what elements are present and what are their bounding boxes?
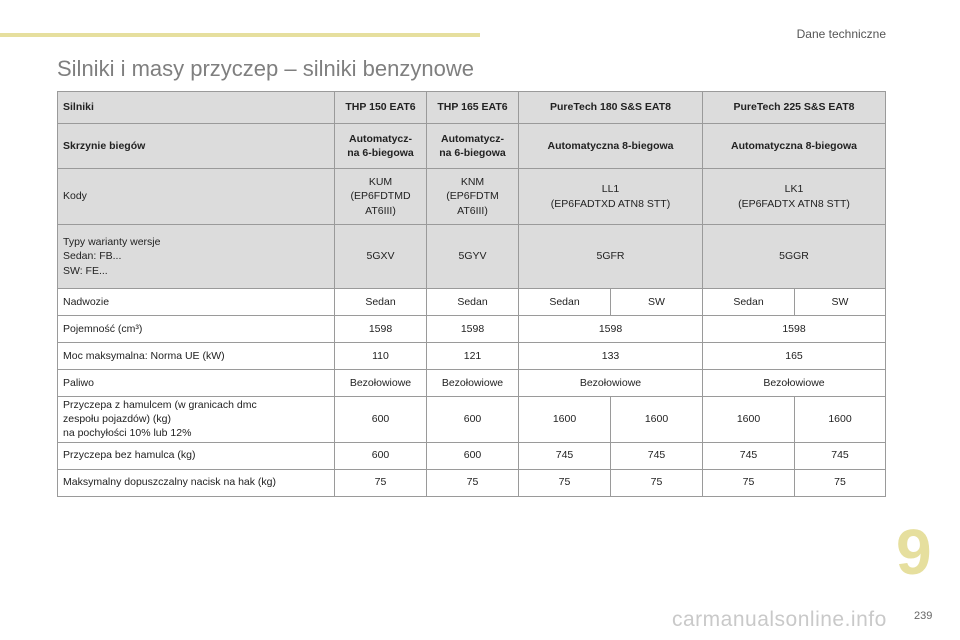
cell-code-pt225: LK1 (EP6FADTX ATN8 STT)	[703, 169, 886, 225]
table-row-gearbox	[58, 124, 886, 169]
cell-code-thp150: KUM (EP6FDTMD AT6III)	[335, 169, 427, 225]
cell-power-thp150: 110	[335, 343, 427, 370]
table-row-variants	[58, 225, 886, 289]
table-row-engines	[58, 92, 886, 124]
table-row-hitch-load	[58, 469, 886, 496]
row-label-body: Nadwozie	[58, 289, 335, 316]
cell-body-4: SW	[611, 289, 703, 316]
cell-braked-3: 1600	[519, 397, 611, 443]
cell-unbraked-2: 600	[427, 442, 519, 469]
cell-hitch-2: 75	[427, 469, 519, 496]
cell-braked-5: 1600	[703, 397, 795, 443]
row-label-braked-trailer: Przyczepa z hamulcem (w granicach dmc zespołu pojazdów) (kg) na pochyłości 10% lub 12%	[58, 397, 335, 443]
table-row-unbraked-trailer	[58, 442, 886, 469]
cell-unbraked-6: 745	[795, 442, 886, 469]
cell-power-thp165: 121	[427, 343, 519, 370]
cell-code-thp165: KNM (EP6FDTM AT6III)	[427, 169, 519, 225]
page-title: Silniki i masy przyczep – silniki benzynowe	[57, 56, 474, 81]
table-row-codes	[58, 169, 886, 225]
col-thp165: THP 165 EAT6	[427, 92, 519, 124]
cell-gearbox-pt225: Automatyczna 8-biegowa	[703, 124, 886, 169]
col-thp150: THP 150 EAT6	[335, 92, 427, 124]
cell-unbraked-1: 600	[335, 442, 427, 469]
cell-body-2: Sedan	[427, 289, 519, 316]
row-label-hitch-load: Maksymalny dopuszczalny nacisk na hak (kg)	[58, 469, 335, 496]
row-label-unbraked-trailer: Przyczepa bez hamulca (kg)	[58, 442, 335, 469]
cell-braked-2: 600	[427, 397, 519, 443]
table-row-braked-trailer	[58, 397, 886, 443]
table-row-body	[58, 289, 886, 316]
cell-variant-thp150: 5GXV	[335, 225, 427, 289]
table-row-fuel	[58, 370, 886, 397]
section-header: Dane techniczne	[796, 27, 886, 41]
cell-capacity-pt225: 1598	[703, 316, 886, 343]
col-puretech180: PureTech 180 S&S EAT8	[519, 92, 703, 124]
col-puretech225: PureTech 225 S&S EAT8	[703, 92, 886, 124]
cell-hitch-6: 75	[795, 469, 886, 496]
cell-unbraked-5: 745	[703, 442, 795, 469]
engine-spec-table	[57, 91, 886, 497]
cell-braked-4: 1600	[611, 397, 703, 443]
cell-fuel-thp150: Bezołowiowe	[335, 370, 427, 397]
cell-gearbox-pt180: Automatyczna 8-biegowa	[519, 124, 703, 169]
cell-capacity-thp165: 1598	[427, 316, 519, 343]
cell-fuel-pt180: Bezołowiowe	[519, 370, 703, 397]
cell-capacity-pt180: 1598	[519, 316, 703, 343]
cell-body-3: Sedan	[519, 289, 611, 316]
cell-power-pt225: 165	[703, 343, 886, 370]
cell-unbraked-3: 745	[519, 442, 611, 469]
row-label-capacity: Pojemność (cm³)	[58, 316, 335, 343]
cell-braked-6: 1600	[795, 397, 886, 443]
cell-braked-1: 600	[335, 397, 427, 443]
cell-fuel-thp165: Bezołowiowe	[427, 370, 519, 397]
row-label-gearbox: Skrzynie biegów	[58, 124, 335, 169]
table-row-power	[58, 343, 886, 370]
cell-code-pt180: LL1 (EP6FADTXD ATN8 STT)	[519, 169, 703, 225]
cell-variant-thp165: 5GYV	[427, 225, 519, 289]
row-label-codes: Kody	[58, 169, 335, 225]
row-label-fuel: Paliwo	[58, 370, 335, 397]
cell-hitch-3: 75	[519, 469, 611, 496]
cell-capacity-thp150: 1598	[335, 316, 427, 343]
cell-fuel-pt225: Bezołowiowe	[703, 370, 886, 397]
cell-body-6: SW	[795, 289, 886, 316]
table-row-capacity	[58, 316, 886, 343]
cell-gearbox-thp165: Automatycz- na 6-biegowa	[427, 124, 519, 169]
cell-gearbox-thp150: Automatycz- na 6-biegowa	[335, 124, 427, 169]
cell-hitch-5: 75	[703, 469, 795, 496]
cell-body-1: Sedan	[335, 289, 427, 316]
cell-variant-pt225: 5GGR	[703, 225, 886, 289]
cell-body-5: Sedan	[703, 289, 795, 316]
cell-hitch-1: 75	[335, 469, 427, 496]
chapter-number: 9	[896, 516, 932, 588]
cell-power-pt180: 133	[519, 343, 703, 370]
cell-hitch-4: 75	[611, 469, 703, 496]
row-label-variants: Typy warianty wersje Sedan: FB... SW: FE...	[58, 225, 335, 289]
row-label-power: Moc maksymalna: Norma UE (kW)	[58, 343, 335, 370]
row-label-engines: Silniki	[58, 92, 335, 124]
cell-unbraked-4: 745	[611, 442, 703, 469]
cell-variant-pt180: 5GFR	[519, 225, 703, 289]
top-accent-bar	[0, 33, 480, 37]
page-number: 239	[914, 610, 933, 622]
watermark: carmanualsonline.info	[672, 608, 887, 631]
